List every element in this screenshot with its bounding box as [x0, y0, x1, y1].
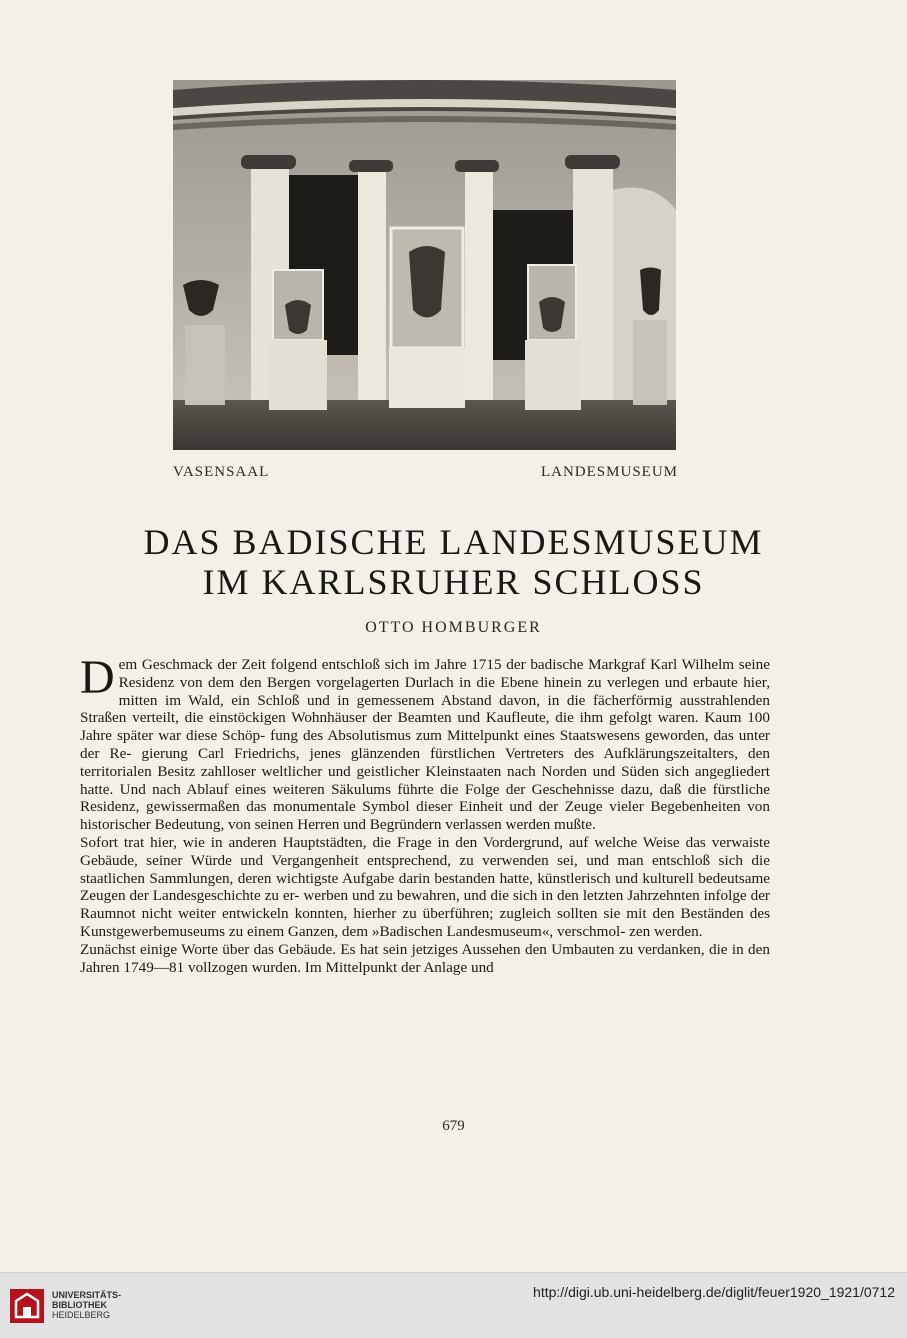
vasensaal-photograph — [173, 80, 676, 450]
library-name-line2: BIBLIOTHEK — [52, 1300, 107, 1310]
paragraph-1 — [80, 651, 770, 834]
museum-hall-image — [173, 80, 676, 450]
figure-caption-left: VASENSAAL — [173, 464, 270, 480]
source-url-link[interactable]: http://digi.ub.uni-heidelberg.de/diglit/feuer1920_1921/0712 — [533, 1284, 895, 1300]
article-body — [80, 651, 770, 976]
article-title-line1: DAS BADISCHE LANDESMUSEUM — [143, 522, 764, 562]
page-number: 679 — [442, 1118, 465, 1134]
drop-cap: D — [80, 651, 115, 704]
library-logo-icon — [8, 1287, 46, 1325]
digitization-footer — [0, 1272, 907, 1338]
paragraph-2: Sofort trat hier, wie in anderen Hauptstädten, die Frage in den Vordergrund, auf welche Weise das verwaiste Gebäude, seiner Würde und Vergangenheit entsprechend, zu verwenden sei, und man entschloß sich die staatlichen Sammlungen, deren wichtigste Aufgabe darin bestanden hatte, künstlerisch und kulturell bedeutsame Zeugen der Landesgeschichte zu er- werben und zu bewahren, und die sich in den letzten Jahrzehnten infolge der Raumnot nicht weiter entwickeln konnten, hierher zu überführen; zugleich sollten sie mit den Beständen des Kunstgewerbemuseums zu einem Ganzen, dem »Badischen Landesmuseum«, verschmol- zen werden. — [80, 833, 770, 940]
library-name-line3: HEIDELBERG — [52, 1310, 111, 1320]
paragraph-3: Zunächst einige Worte über das Gebäude. Es hat sein jetziges Aussehen den Umbauten zu verdanken, die in den Jahren 1749—81 vollzogen wurden. Im Mittelpunkt der Anlage und — [80, 940, 770, 976]
figure-caption-right: LANDESMUSEUM — [540, 464, 678, 480]
article-title-line2: IM KARLSRUHER SCHLOSS — [202, 562, 705, 602]
library-name-line1: UNIVERSITÄTS- — [52, 1290, 122, 1300]
paragraph-1-text: em Geschmack der Zeit folgend entschloß sich im Jahre 1715 der badische Markgraf Karl Wilhelm seine Residenz von dem den Bergen vorgelagerten Durlach in die Ebene hinein zu verlegen und erbaute hier, mitten im Wald, ein Schloß und in gemessenem Abstand davon, in die fächerförmig ausstrahlenden Straßen verteilt, die einstöckigen Wohnhäuser der Beamten und Kaufleute, die ihm gefolgt waren. Kaum 100 Jahre später war diese Schöp- fung des Absolutismus zum Mittelpunkt eines Staatswesens geworden, das unter der Re- gierung Carl Friedrichs, jenes glänzenden fürstlichen Vertreters des Aufklärungszeitalters, den territorialen Besitz zahlloser weltlicher und geistlicher Kleinstaaten nach Norden und Süden sich angegliedert hatte. Und nach Ablauf eines weiteren Säkulums führte die Folge der Geschehnisse dazu, daß die fürstliche Residenz, gewissermaßen das monumentale Symbol dieser Einheit und der Zeuge vieler Begebenheiten von historischer Bedeutung, von seinen Herren und Begründern verlassen werden mußte. — [80, 656, 770, 834]
article-author: OTTO HOMBURGER — [365, 619, 542, 636]
library-name — [52, 1290, 121, 1320]
